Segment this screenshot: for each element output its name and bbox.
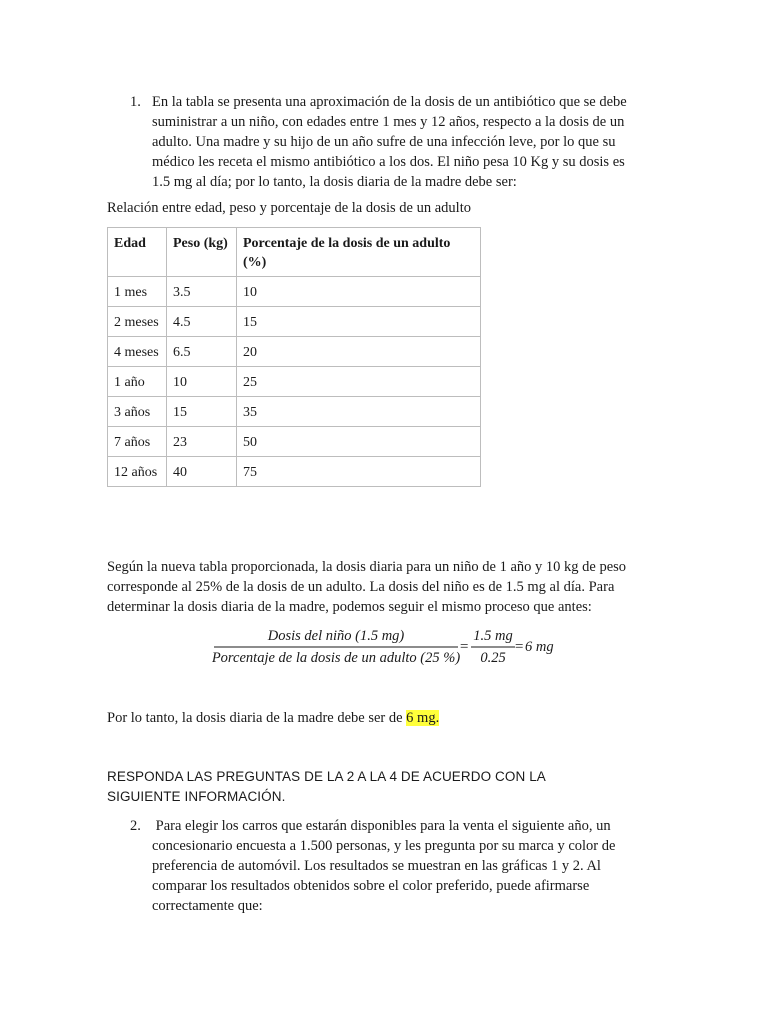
table-row <box>108 367 481 397</box>
conclusion <box>107 708 667 728</box>
table-header-row <box>108 228 481 277</box>
equation-result: 6 mg <box>525 639 554 655</box>
explanation-paragraph <box>107 557 667 617</box>
explanation-line: corresponde al 25% de la dosis de un adulto. La dosis del niño es de 1.5 mg al día. Para <box>107 579 615 595</box>
cell-peso: 3.5 <box>167 277 237 307</box>
question-2-text <box>152 816 650 916</box>
header-porcentaje: Porcentaje de la dosis de un adulto (%) <box>237 228 481 277</box>
highlighted-answer: 6 mg. <box>406 710 440 726</box>
cell-porcentaje: 50 <box>237 427 481 457</box>
dose-equation <box>212 624 572 676</box>
header-edad: Edad <box>108 228 167 277</box>
section-heading-line: RESPONDA LAS PREGUNTAS DE LA 2 A LA 4 DE ACUERDO CON LA <box>107 769 546 784</box>
cell-peso: 23 <box>167 427 237 457</box>
table-row <box>108 307 481 337</box>
question-2-line: Para elegir los carros que estarán disponibles para la venta el siguiente año, un <box>152 818 611 834</box>
question-1-line: En la tabla se presenta una aproximación de la dosis de un antibiótico que se debe <box>152 94 627 110</box>
question-1-line: 1.5 mg al día; por lo tanto, la dosis diaria de la madre debe ser: <box>152 174 517 190</box>
question-1-line: suministrar a un niño, con edades entre 1 mes y 12 años, respecto a la dosis de un <box>152 114 625 130</box>
cell-peso: 10 <box>167 367 237 397</box>
cell-edad: 12 años <box>108 457 167 487</box>
question-1-line: médico les receta el mismo antibiótico a los dos. El niño pesa 10 Kg y su dosis es <box>152 154 625 170</box>
dose-table <box>107 227 481 487</box>
cell-edad: 7 años <box>108 427 167 457</box>
fraction-1-numerator: Dosis del niño (1.5 mg) <box>267 628 405 644</box>
question-1 <box>130 92 650 192</box>
cell-peso: 4.5 <box>167 307 237 337</box>
cell-porcentaje: 15 <box>237 307 481 337</box>
cell-peso: 6.5 <box>167 337 237 367</box>
section-heading-line: SIGUIENTE INFORMACIÓN. <box>107 789 286 804</box>
equals-sign-1: = <box>459 639 470 655</box>
cell-porcentaje: 75 <box>237 457 481 487</box>
question-1-line: adulto. Una madre y su hijo de un año sufre de una infección leve, por lo que su <box>152 134 616 150</box>
explanation-line: determinar la dosis diaria de la madre, podemos seguir el mismo proceso que antes: <box>107 599 592 615</box>
explanation-line: Según la nueva tabla proporcionada, la dosis diaria para un niño de 1 año y 10 kg de peso <box>107 559 627 575</box>
cell-porcentaje: 35 <box>237 397 481 427</box>
equals-sign-2: = <box>514 639 525 655</box>
cell-porcentaje: 10 <box>237 277 481 307</box>
question-2-line: concesionario encuesta a 1.500 personas, y les pregunta por su marca y color de <box>152 838 616 854</box>
table-row <box>108 337 481 367</box>
question-1-number: 1. <box>130 94 141 110</box>
fraction-2-numerator: 1.5 mg <box>473 628 513 644</box>
cell-peso: 40 <box>167 457 237 487</box>
question-2 <box>130 816 650 916</box>
conclusion-text: Por lo tanto, la dosis diaria de la madre debe ser de <box>107 710 407 726</box>
table-row <box>108 397 481 427</box>
table-caption: Relación entre edad, peso y porcentaje de la dosis de un adulto <box>107 200 471 216</box>
cell-edad: 1 mes <box>108 277 167 307</box>
cell-porcentaje: 20 <box>237 337 481 367</box>
cell-edad: 1 año <box>108 367 167 397</box>
fraction-1-denominator: Porcentaje de la dosis de un adulto (25 %) <box>212 650 461 666</box>
question-2-line: preferencia de automóvil. Los resultados se muestran en las gráficas 1 y 2. Al <box>152 858 601 874</box>
cell-edad: 2 meses <box>108 307 167 337</box>
header-peso: Peso (kg) <box>167 228 237 277</box>
fraction-2-denominator: 0.25 <box>480 650 506 666</box>
table-row <box>108 277 481 307</box>
table-row <box>108 427 481 457</box>
section-heading <box>107 767 667 807</box>
question-1-text <box>152 92 650 192</box>
cell-porcentaje: 25 <box>237 367 481 397</box>
equation-graphic <box>212 624 572 670</box>
cell-edad: 3 años <box>108 397 167 427</box>
question-2-line: comparar los resultados obtenidos sobre el color preferido, puede afirmarse <box>152 878 590 894</box>
cell-peso: 15 <box>167 397 237 427</box>
question-2-line: correctamente que: <box>152 898 263 914</box>
question-2-number: 2. <box>130 818 141 834</box>
table-row <box>108 457 481 487</box>
cell-edad: 4 meses <box>108 337 167 367</box>
